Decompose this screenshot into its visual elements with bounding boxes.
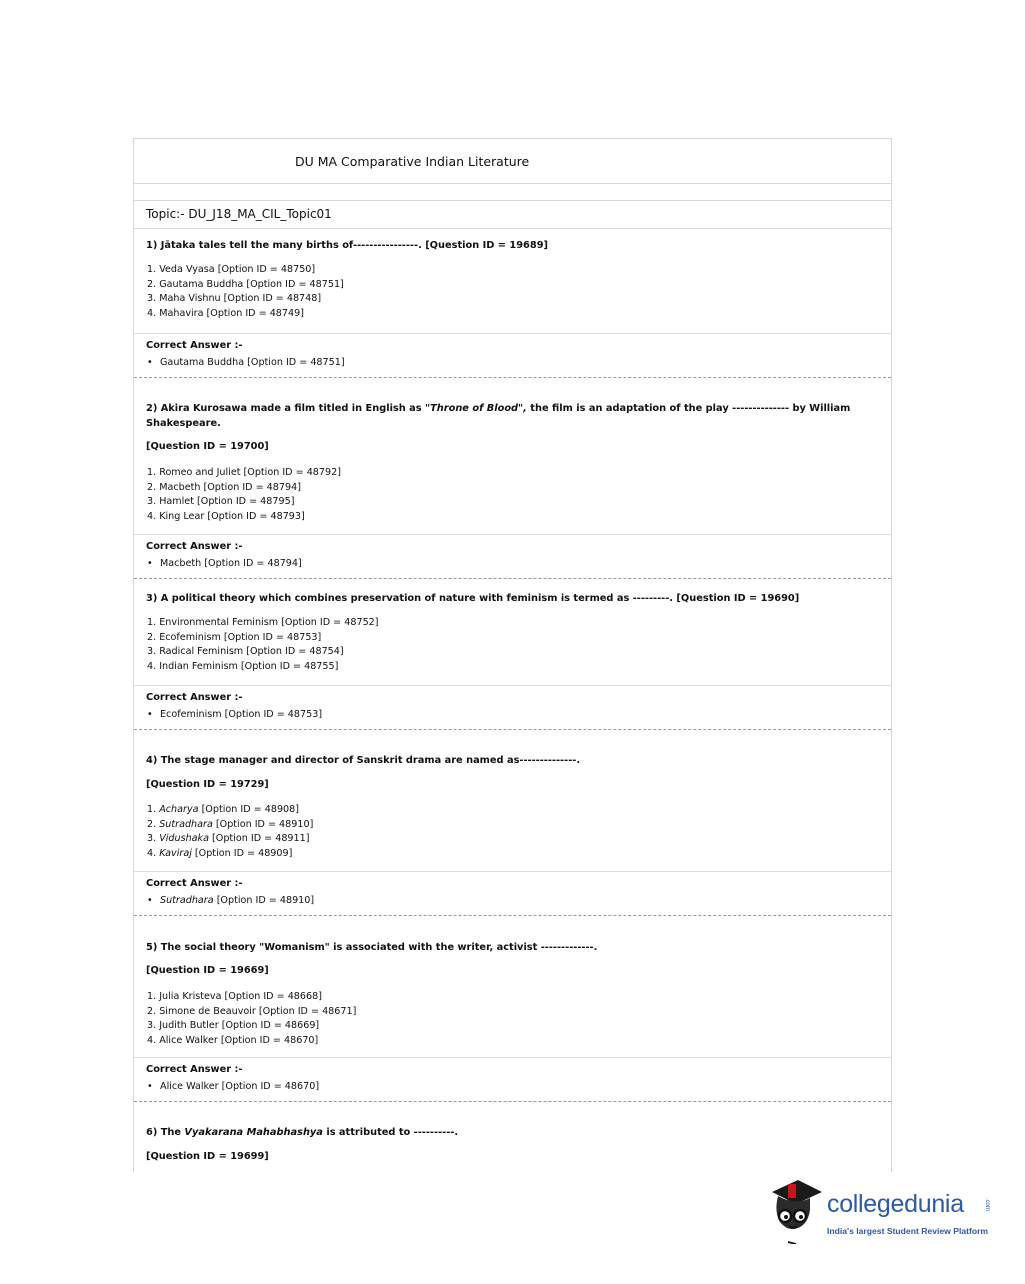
option-item: 2. Macbeth [Option ID = 48794] bbox=[147, 481, 301, 493]
option-item: 3. Maha Vishnu [Option ID = 48748] bbox=[147, 293, 322, 305]
question-block-4 bbox=[134, 729, 891, 916]
topic-label: Topic:- DU_J18_MA_CIL_Topic01 bbox=[146, 207, 332, 221]
question-text bbox=[146, 401, 851, 431]
correct-answer-value bbox=[147, 558, 302, 569]
option-item bbox=[147, 818, 313, 833]
answer-italic: Sutradhara bbox=[160, 895, 214, 906]
question-text-part: 2) Akira Kurosawa made a film titled in English as bbox=[146, 403, 425, 414]
question-id: [Question ID = 19669] bbox=[146, 965, 269, 976]
question-id: [Question ID = 19699] bbox=[146, 1151, 269, 1162]
question-text-part: 6) The bbox=[146, 1127, 185, 1138]
option-item: 1. Romeo and Juliet [Option ID = 48792] bbox=[147, 467, 341, 478]
graduate-mascot-icon bbox=[766, 1178, 824, 1244]
option-item: 1. Julia Kristeva [Option ID = 48668] bbox=[147, 991, 322, 1002]
correct-answer-label: Correct Answer :- bbox=[146, 692, 243, 703]
correct-answer-value bbox=[147, 357, 345, 368]
question-text-part: the film is an adaptation of the play -------------- by William Shakespeare. bbox=[146, 403, 851, 429]
logo-suffix: .com bbox=[984, 1198, 990, 1212]
bullet-icon: • bbox=[147, 709, 153, 720]
question-text: 1) Jātaka tales tell the many births of----------------. [Question ID = 19689] bbox=[146, 240, 548, 251]
option-item: 2. Simone de Beauvoir [Option ID = 48671] bbox=[147, 1005, 357, 1017]
divider bbox=[134, 1057, 891, 1058]
answer-text: Ecofeminism [Option ID = 48753] bbox=[160, 709, 323, 720]
option-item: 3. Radical Feminism [Option ID = 48754] bbox=[147, 646, 344, 658]
question-text: 3) A political theory which combines preservation of nature with feminism is termed as ---------. [Question ID = 19690] bbox=[146, 593, 800, 604]
option-id: [Option ID = 48911] bbox=[209, 833, 310, 845]
exam-document bbox=[133, 138, 892, 1172]
option-item: 1. Veda Vyasa [Option ID = 48750] bbox=[147, 264, 316, 275]
option-number: 1. bbox=[147, 804, 160, 815]
spacer-row bbox=[134, 184, 891, 201]
question-text bbox=[146, 1125, 851, 1140]
answer-text: Macbeth [Option ID = 48794] bbox=[160, 558, 302, 569]
answer-text: [Option ID = 48910] bbox=[213, 895, 315, 906]
option-item: 2. Ecofeminism [Option ID = 48753] bbox=[147, 631, 322, 643]
correct-answer-value bbox=[147, 709, 322, 720]
option-italic: Kaviraj bbox=[159, 847, 192, 859]
option-item bbox=[147, 832, 313, 847]
options-list bbox=[147, 466, 341, 524]
option-item: 4. Mahavira [Option ID = 48749] bbox=[147, 307, 304, 319]
question-id: [Question ID = 19729] bbox=[146, 779, 269, 790]
bullet-icon: • bbox=[147, 895, 153, 906]
correct-answer-label: Correct Answer :- bbox=[146, 340, 243, 351]
document-title-row bbox=[134, 139, 891, 184]
options-list bbox=[147, 263, 344, 321]
topic-row bbox=[134, 201, 891, 229]
logo-wordmark: collegedunia bbox=[827, 1190, 964, 1218]
logo-tagline: India's largest Student Review Platform bbox=[827, 1226, 989, 1236]
correct-answer-label: Correct Answer :- bbox=[146, 878, 243, 889]
option-item: 1. Environmental Feminism [Option ID = 48752] bbox=[147, 617, 379, 628]
question-text-italic: "Throne of Blood", bbox=[425, 403, 527, 414]
correct-answer-value bbox=[147, 1081, 319, 1092]
option-item: 3. Judith Butler [Option ID = 48669] bbox=[147, 1020, 320, 1032]
option-italic: Acharya bbox=[159, 804, 199, 815]
correct-answer-label: Correct Answer :- bbox=[146, 1064, 243, 1075]
bullet-icon: • bbox=[147, 357, 153, 368]
option-item: 4. Alice Walker [Option ID = 48670] bbox=[147, 1034, 319, 1046]
question-text: 4) The stage manager and director of Sanskrit drama are named as--------------. bbox=[146, 755, 581, 766]
option-number: 3. bbox=[147, 833, 160, 845]
options-list bbox=[147, 990, 356, 1048]
divider bbox=[134, 871, 891, 872]
question-block-1 bbox=[134, 228, 891, 378]
bullet-icon: • bbox=[147, 1081, 153, 1092]
option-id: [Option ID = 48910] bbox=[212, 818, 314, 830]
option-item: 3. Hamlet [Option ID = 48795] bbox=[147, 496, 295, 508]
divider bbox=[134, 685, 891, 686]
question-block-5 bbox=[134, 916, 891, 1103]
option-number: 4. bbox=[147, 847, 160, 859]
bullet-icon: • bbox=[147, 558, 153, 569]
option-item: 4. King Lear [Option ID = 48793] bbox=[147, 510, 305, 522]
question-text-italic: Vyakarana Mahabhashya bbox=[184, 1127, 323, 1138]
option-id: [Option ID = 48908] bbox=[198, 804, 299, 815]
option-id: [Option ID = 48909] bbox=[191, 847, 293, 859]
question-block-6 bbox=[134, 1102, 891, 1172]
question-block-3 bbox=[134, 579, 891, 730]
question-id: [Question ID = 19700] bbox=[146, 441, 269, 452]
collegedunia-logo bbox=[766, 1178, 996, 1248]
correct-answer-label: Correct Answer :- bbox=[146, 541, 243, 552]
answer-text: Gautama Buddha [Option ID = 48751] bbox=[160, 357, 345, 368]
question-block-2 bbox=[134, 378, 891, 578]
option-item: 4. Indian Feminism [Option ID = 48755] bbox=[147, 660, 339, 672]
option-item bbox=[147, 847, 313, 862]
answer-text: Alice Walker [Option ID = 48670] bbox=[160, 1081, 320, 1092]
options-list bbox=[147, 616, 379, 674]
correct-answer-value bbox=[147, 895, 314, 906]
option-item bbox=[147, 803, 313, 818]
option-italic: Sutradhara bbox=[159, 818, 213, 830]
question-text-part: is attributed to ----------. bbox=[322, 1127, 459, 1138]
document-title: DU MA Comparative Indian Literature bbox=[295, 154, 530, 169]
option-italic: Vidushaka bbox=[159, 833, 209, 845]
options-list bbox=[147, 803, 313, 861]
option-number: 2. bbox=[147, 818, 160, 830]
question-text: 5) The social theory "Womanism" is associated with the writer, activist -------------. bbox=[146, 942, 598, 953]
divider bbox=[134, 534, 891, 535]
divider bbox=[134, 333, 891, 334]
option-item: 2. Gautama Buddha [Option ID = 48751] bbox=[147, 278, 344, 290]
